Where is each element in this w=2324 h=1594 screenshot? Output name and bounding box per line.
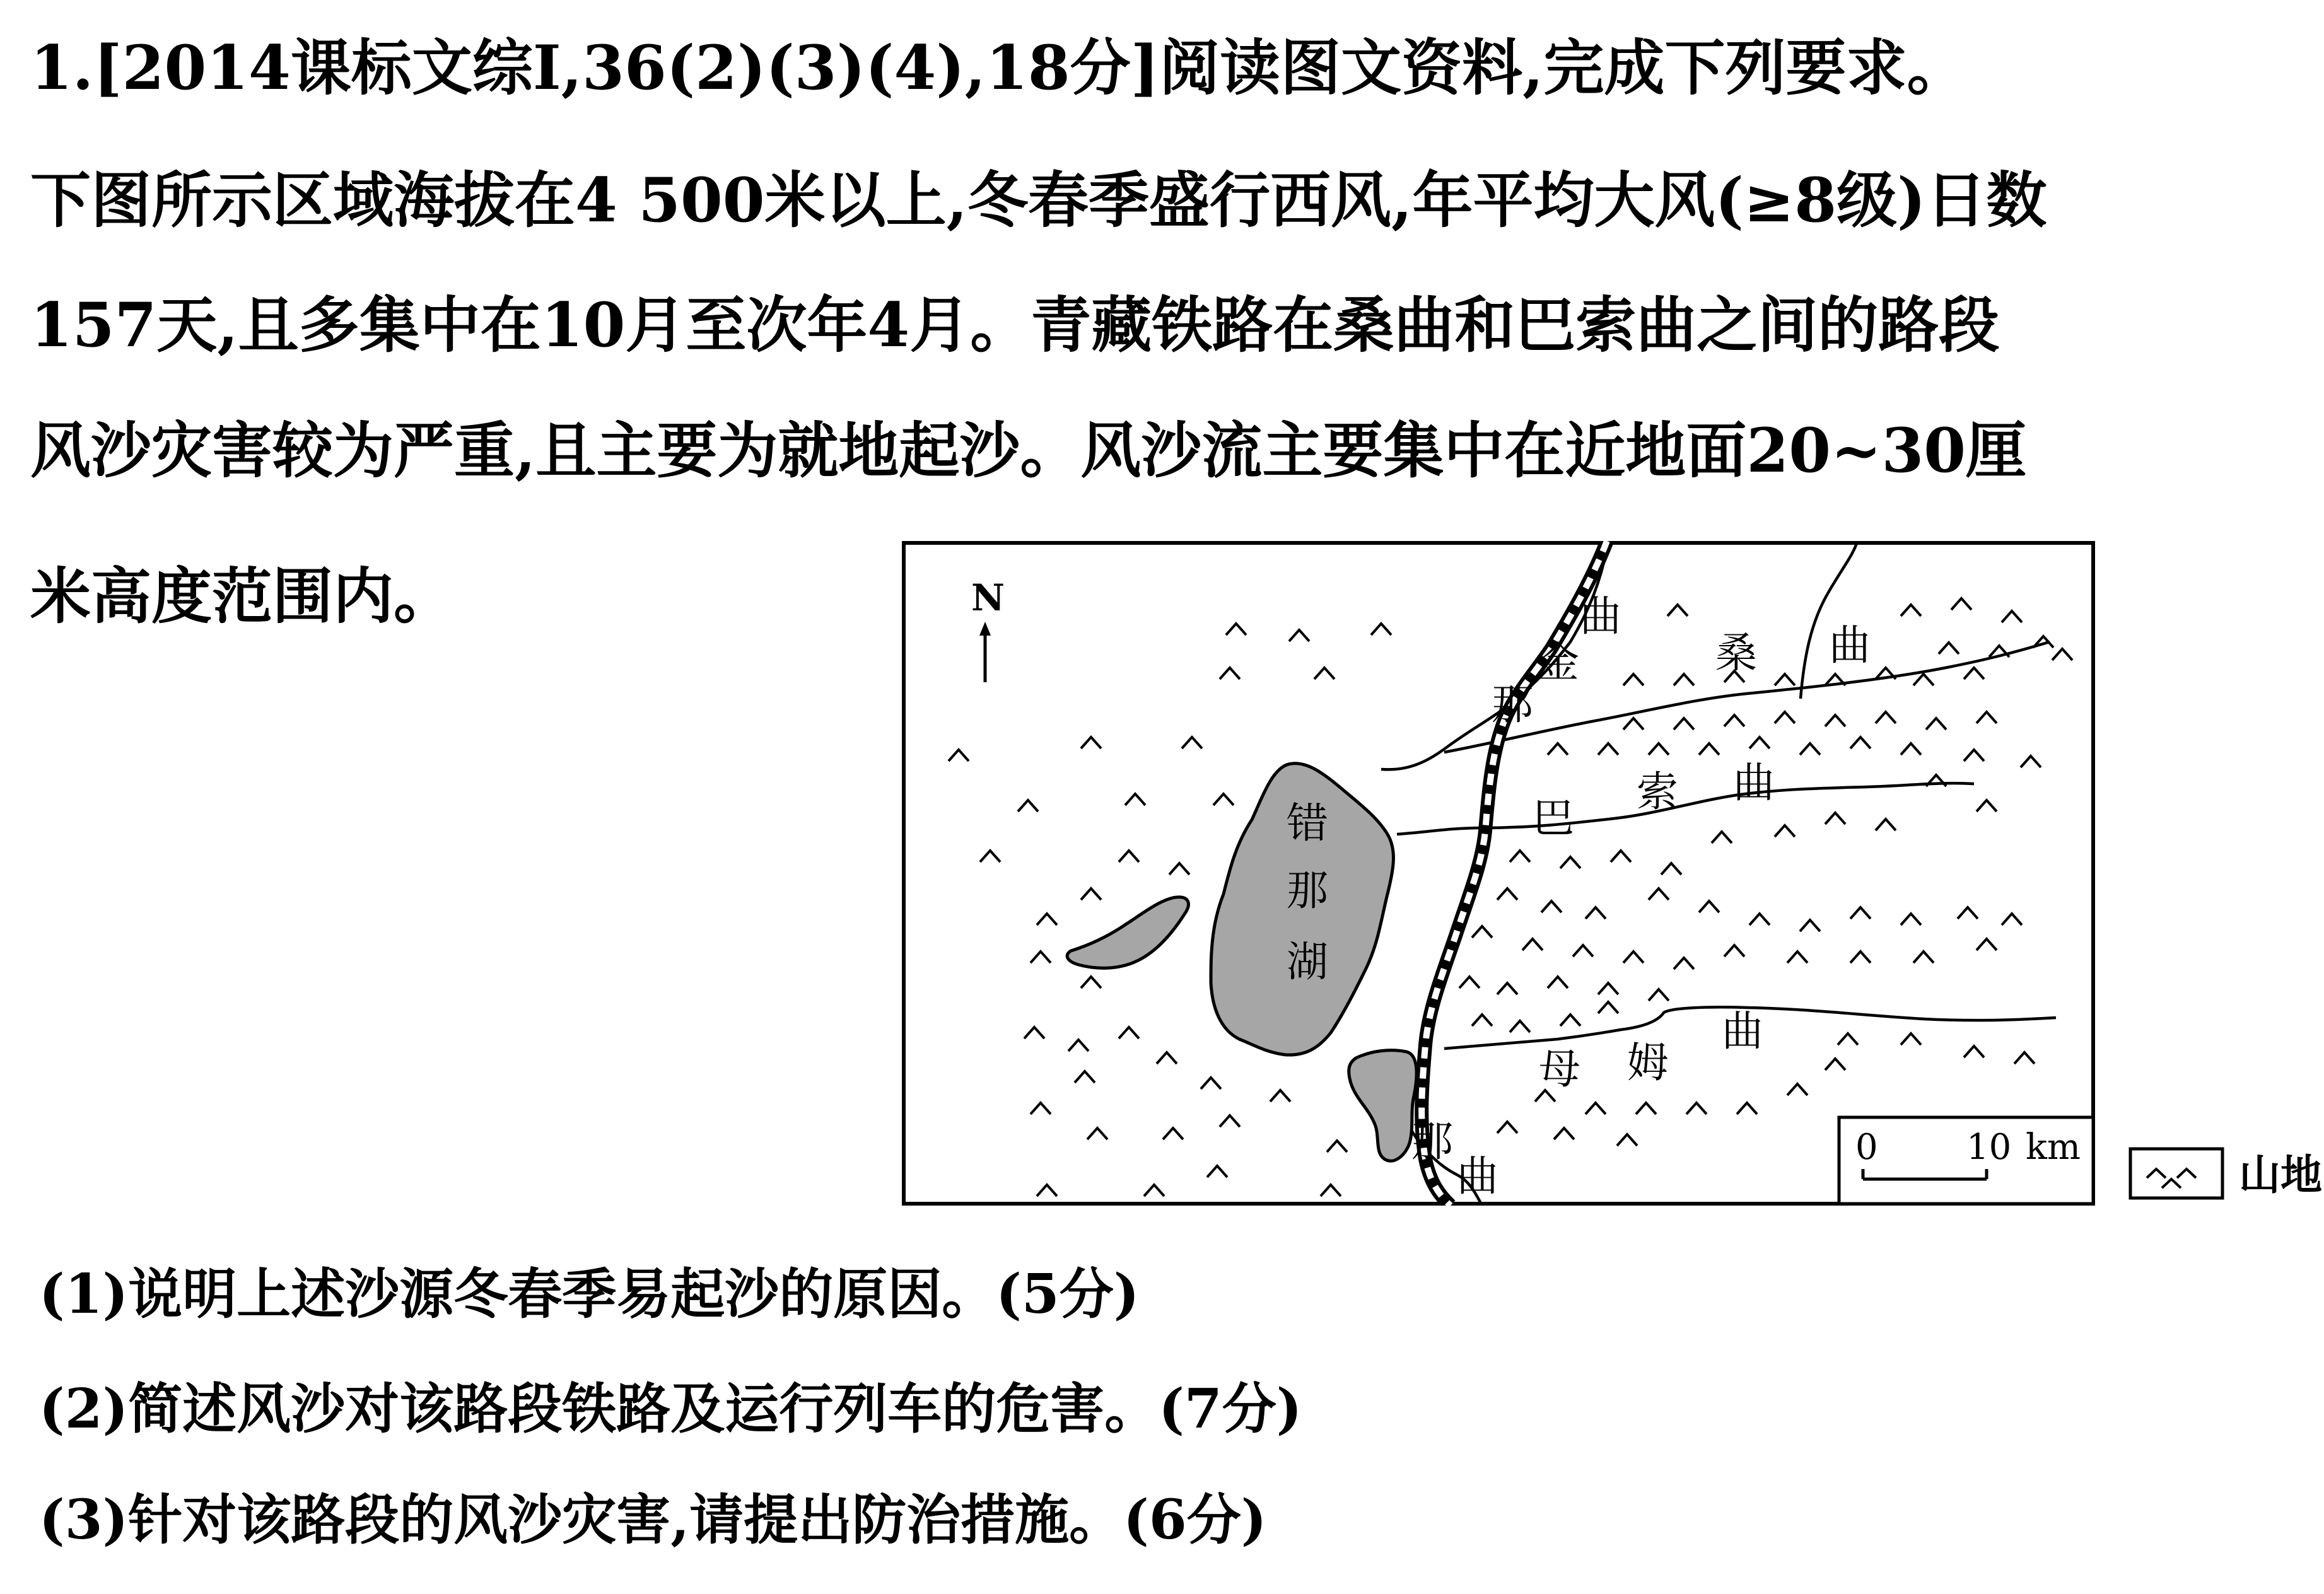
- river-label-mumuqu-mu1: 母: [1539, 1045, 1580, 1093]
- question-header: 1.[2014课标文综Ⅰ,36(2)(3)(4),18分]阅读图文资料,完成下列要求。: [30, 32, 1968, 103]
- river-label-basuoqu-qu: 曲: [1733, 759, 1775, 807]
- passage-line-1: 下图所示区域海拔在4 500米以上,冬春季盛行西风,年平均大风(≥8级)日数: [30, 165, 2047, 236]
- lake-label-char-3: 湖: [1287, 938, 1328, 986]
- river-label-basuoqu-suo: 索: [1637, 767, 1678, 816]
- legend-label: 山地: [2239, 1150, 2322, 1199]
- sub-question-3: (3)针对该路段的风沙灾害,请提出防治措施。(6分): [39, 1488, 1267, 1552]
- map-frame: [904, 543, 2093, 1204]
- river-label-mumuqu-mu2: 姆: [1627, 1038, 1669, 1087]
- lake-label-char-2: 那: [1287, 866, 1328, 915]
- scale-ten: 10: [1966, 1127, 2012, 1168]
- sub-question-1: (1)说明上述沙源冬春季易起沙的原因。(5分): [39, 1262, 1140, 1326]
- region-map: [902, 541, 2095, 1206]
- lake-label-char-1: 错: [1287, 799, 1328, 847]
- passage-line-2: 157天,且多集中在10月至次年4月。青藏铁路在桑曲和巴索曲之间的路段: [30, 289, 2000, 361]
- passage-line-4: 米高度范围内。: [30, 561, 454, 632]
- river-label-jinnaqu-qu: 曲: [1580, 592, 1621, 641]
- river-label-mumuqu-qu: 曲: [1722, 1007, 1763, 1056]
- river-label-sangqu-sang: 桑: [1715, 629, 1757, 677]
- scale-zero: 0: [1855, 1127, 1878, 1168]
- passage-line-3: 风沙灾害较为严重,且主要为就地起沙。风沙流主要集中在近地面20~30厘: [30, 415, 2027, 486]
- scale-bar: [1839, 1117, 2093, 1204]
- river-label-jinnaqu-jin: 金: [1538, 638, 1579, 687]
- river-label-naqu-na: 那: [1411, 1117, 1453, 1166]
- river-label-sangqu-qu: 曲: [1829, 621, 1871, 670]
- mountain-legend-icon: [2130, 1149, 2222, 1198]
- sub-question-2: (2)简述风沙对该路段铁路及运行列车的危害。(7分): [39, 1377, 1302, 1441]
- river-label-jinnaqu-na: 那: [1492, 680, 1533, 729]
- river-label-naqu-qu: 曲: [1457, 1152, 1498, 1201]
- north-label: N: [971, 576, 1005, 619]
- scale-unit: km: [2026, 1127, 2081, 1168]
- map-legend: [2128, 1146, 2324, 1203]
- river-label-basuoqu-ba: 巴: [1533, 794, 1574, 842]
